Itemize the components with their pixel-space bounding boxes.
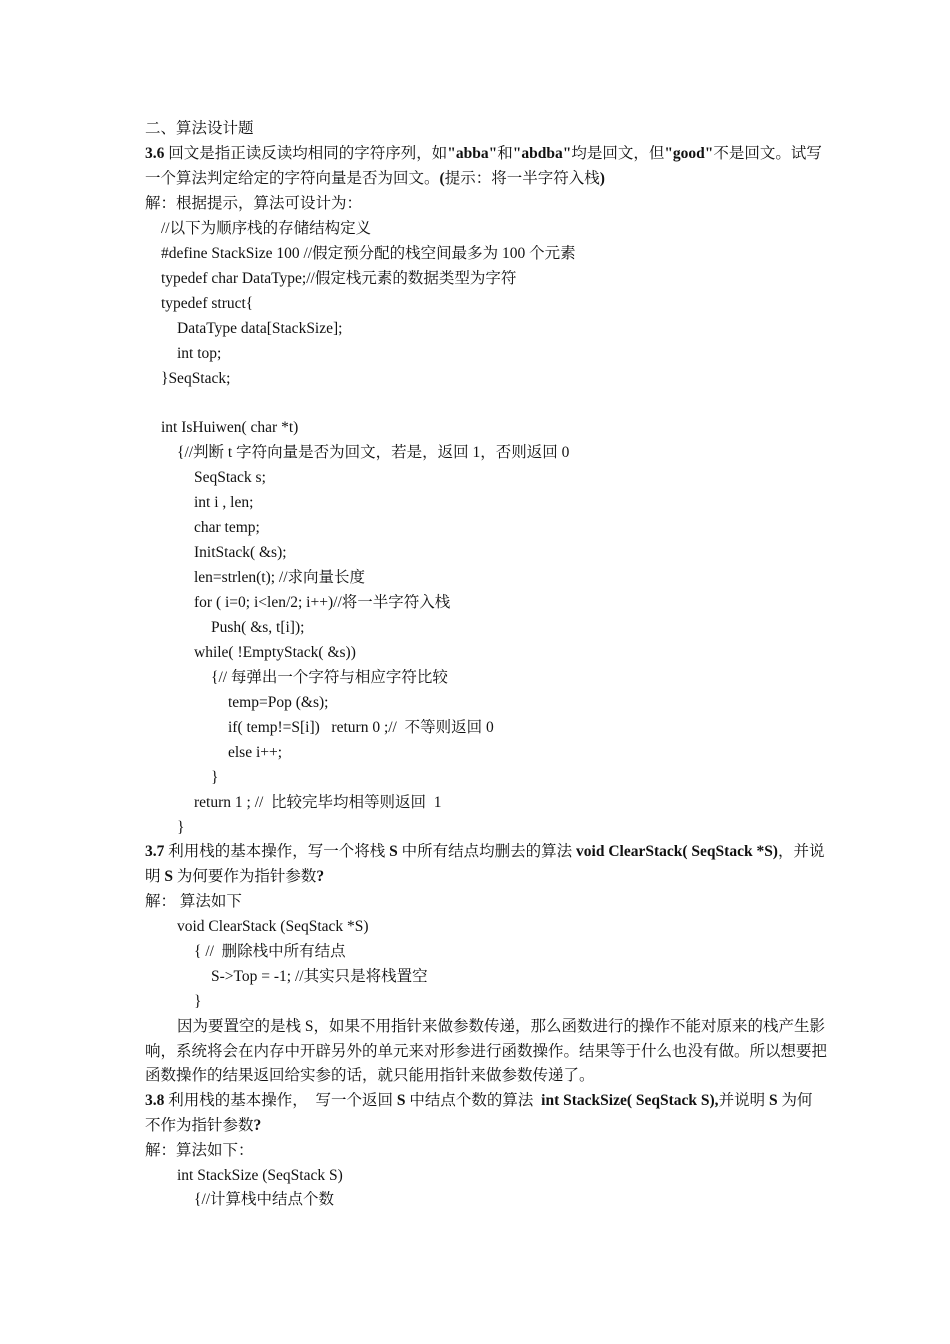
function-signature: int StackSize( SeqStack S), — [541, 1092, 719, 1109]
question-3-6-line-1 — [145, 144, 822, 164]
code-line: {//判断 t 字符向量是否为回文，若是，返回 1，否则返回 0 — [177, 444, 570, 461]
code-line: int StackSize (SeqStack S) — [177, 1167, 343, 1184]
answer-label: 解： 算法如下 — [145, 893, 242, 910]
identifier: S — [164, 868, 174, 885]
example-string: "good" — [664, 145, 714, 162]
code-line: len=strlen(t); //求向量长度 — [194, 569, 366, 586]
question-text: 利用栈的基本操作，写一个将栈 — [164, 843, 390, 860]
identifier: S — [389, 843, 398, 860]
paragraph-line: 因为要置空的是栈 S，如果不用指针来做参数传递，那么函数进行的操作不能对原来的栈产生影 — [177, 1018, 825, 1035]
code-line: typedef char DataType;//假定栈元素的数据类型为字符 — [161, 270, 517, 287]
question-text: 不是回文。试写 — [713, 145, 822, 162]
code-line: return 1 ; // 比较完毕均相等则返回 1 — [194, 794, 442, 811]
question-text: 一个算法判定给定的字符向量是否为回文。 — [145, 170, 440, 187]
question-text: 并说明 — [718, 1092, 769, 1109]
code-line: DataType data[StackSize]; — [177, 320, 343, 337]
code-line: }SeqStack; — [161, 370, 231, 387]
code-line: SeqStack s; — [194, 469, 266, 486]
question-mark: ? — [316, 868, 325, 885]
question-3-7-line-2 — [145, 867, 324, 887]
question-text: 利用栈的基本操作， 写一个返回 — [164, 1092, 397, 1109]
code-line: { // 删除栈中所有结点 — [194, 943, 346, 960]
code-line: } — [211, 769, 219, 786]
code-line: for ( i=0; i<len/2; i++)//将一半字符入栈 — [194, 594, 451, 611]
code-line: //以下为顺序栈的存储结构定义 — [161, 220, 372, 237]
question-3-8-line-2 — [145, 1116, 261, 1136]
paren: ) — [599, 170, 605, 187]
question-text: 回文是指正读反读均相同的字符序列，如 — [164, 145, 448, 162]
code-line: int i , len; — [194, 494, 254, 511]
code-line: int IsHuiwen( char *t) — [161, 419, 299, 436]
question-text: 为何 — [777, 1092, 813, 1109]
code-line: int top; — [177, 345, 222, 362]
question-text: ，并说 — [777, 843, 825, 860]
question-3-8-line-1 — [145, 1091, 812, 1111]
code-line: typedef struct{ — [161, 295, 254, 312]
code-line: } — [194, 993, 202, 1010]
code-line: char temp; — [194, 519, 260, 536]
paragraph-line: 响，系统将会在内存中开辟另外的单元来对形参进行函数操作。结果等于什么也没有做。所以想要把 — [145, 1043, 828, 1060]
section-title: 二、算法设计题 — [145, 120, 254, 137]
question-text: 不作为指针参数 — [145, 1117, 254, 1134]
question-number: 3.7 — [145, 843, 165, 860]
question-text: 中结点个数的算法 — [405, 1092, 542, 1109]
question-number: 3.6 — [145, 145, 165, 162]
code-line: Push( &s, t[i]); — [211, 619, 305, 636]
question-3-7-line-1 — [145, 842, 825, 862]
question-mark: ? — [253, 1117, 262, 1134]
code-line: InitStack( &s); — [194, 544, 287, 561]
identifier: S — [768, 1092, 778, 1109]
question-number: 3.8 — [145, 1092, 165, 1109]
function-signature: void ClearStack( SeqStack *S) — [576, 843, 778, 860]
question-3-6-line-2 — [145, 169, 605, 189]
example-string: "abba" — [447, 145, 498, 162]
code-line: {//计算栈中结点个数 — [194, 1191, 335, 1208]
hint-text: 提示：将一半字符入栈 — [444, 170, 600, 187]
answer-label: 解：根据提示，算法可设计为： — [145, 195, 363, 212]
code-line: #define StackSize 100 //假定预分配的栈空间最多为 100 个元素 — [161, 245, 576, 262]
example-string: "abdba" — [512, 145, 572, 162]
question-text: 为何要作为指针参数 — [173, 868, 317, 885]
question-text: 中所有结点均删去的算法 — [397, 843, 577, 860]
question-text: 均是回文，但 — [571, 145, 665, 162]
code-line: temp=Pop (&s); — [228, 694, 329, 711]
question-text: 和 — [497, 145, 513, 162]
code-line: {// 每弹出一个字符与相应字符比较 — [211, 669, 448, 686]
code-line: } — [177, 819, 185, 836]
question-text: 明 — [145, 868, 165, 885]
paren: ( — [439, 170, 445, 187]
answer-label: 解：算法如下： — [145, 1142, 254, 1159]
code-line: else i++; — [228, 744, 283, 761]
code-line: if( temp!=S[i]) return 0 ;// 不等则返回 0 — [228, 719, 494, 736]
code-line: while( !EmptyStack( &s)) — [194, 644, 356, 661]
paragraph-line: 函数操作的结果返回给实参的话，就只能用指针来做参数传递了。 — [145, 1067, 595, 1084]
code-line: S->Top = -1; //其实只是将栈置空 — [211, 968, 428, 985]
code-line: void ClearStack (SeqStack *S) — [177, 918, 369, 935]
identifier: S — [396, 1092, 406, 1109]
